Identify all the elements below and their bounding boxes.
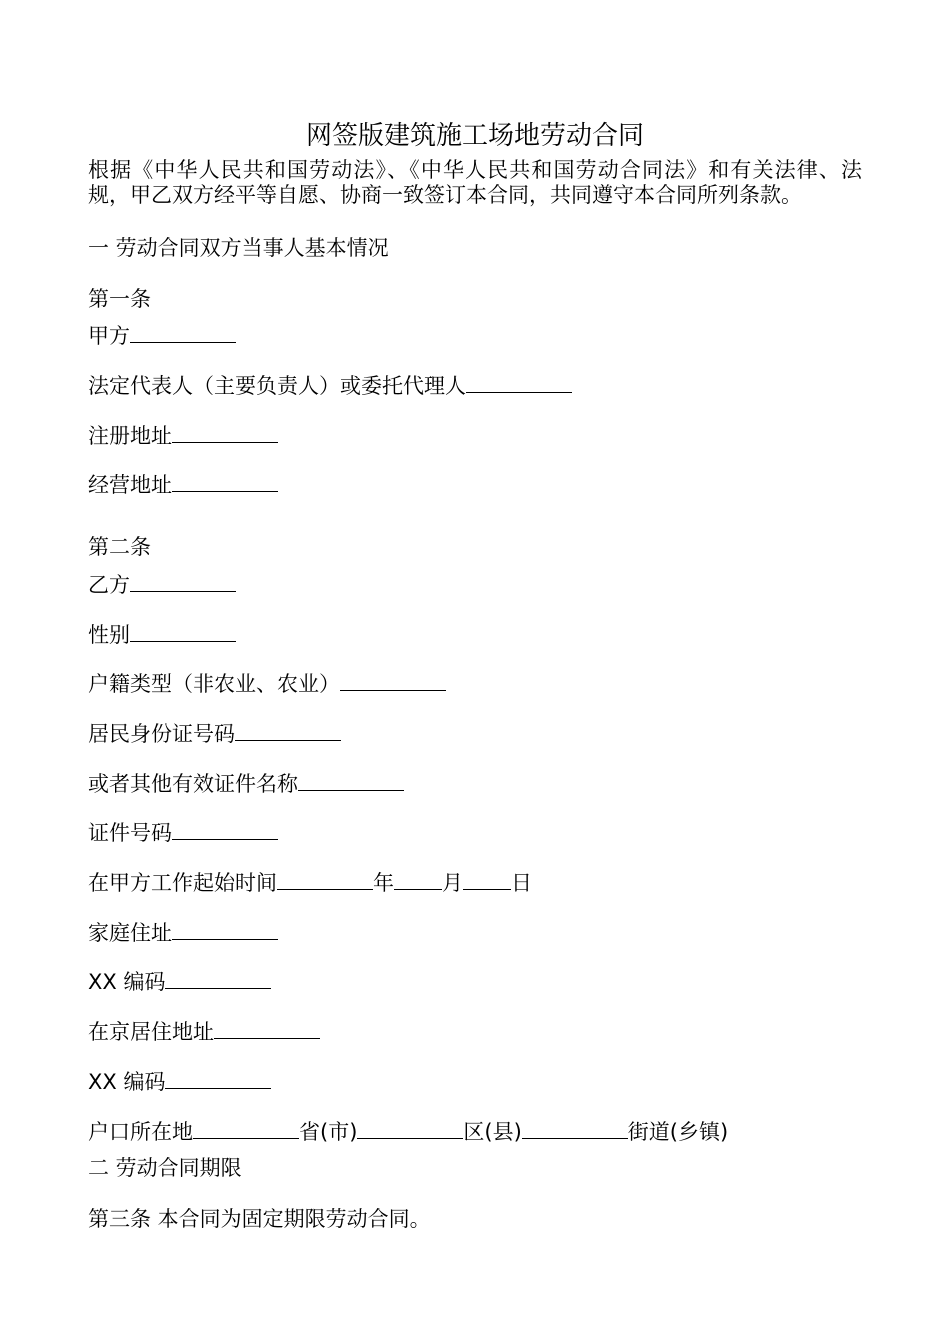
other-id-name-line (88, 768, 404, 799)
beijing-address-label: 在京居住地址 (88, 1020, 214, 1044)
household-type-line (88, 668, 446, 699)
hukou-label: 户口所在地 (88, 1120, 193, 1144)
party-a-label: 甲方 (88, 324, 130, 348)
postal-code-1-label: XX 编码 (88, 970, 166, 994)
province-label: 省(市) (299, 1120, 358, 1144)
street-label: 街道(乡镇) (627, 1120, 729, 1144)
legal-rep-blank[interactable] (466, 370, 572, 393)
other-id-name-label: 或者其他有效证件名称 (88, 772, 298, 796)
reg-address-blank[interactable] (172, 420, 278, 443)
household-type-label: 户籍类型（非农业、农业） (88, 672, 340, 696)
cert-number-line (88, 817, 278, 848)
start-year-blank[interactable] (277, 867, 373, 890)
intro-paragraph: 根据《中华人民共和国劳动法》、《中华人民共和国劳动合同法》和有关法律、法规，甲乙双方经平等自愿、协商一致签订本合同，共同遵守本合同所列条款。 (88, 158, 862, 207)
legal-rep-label: 法定代表人（主要负责人）或委托代理人 (88, 374, 466, 398)
section1-heading: 一 劳动合同双方当事人基本情况 (88, 236, 389, 260)
beijing-address-blank[interactable] (214, 1016, 320, 1039)
home-address-line (88, 917, 278, 948)
start-day-blank[interactable] (463, 867, 511, 890)
legal-rep-line (88, 370, 572, 401)
postal-code-1-blank[interactable] (165, 966, 271, 989)
article3-text: 第三条 本合同为固定期限劳动合同。 (88, 1207, 431, 1231)
gender-line (88, 619, 236, 650)
other-id-name-blank[interactable] (298, 768, 404, 791)
home-address-label: 家庭住址 (88, 921, 172, 945)
beijing-address-line (88, 1016, 320, 1047)
postal-code-1-line (88, 966, 271, 997)
id-number-line (88, 718, 341, 749)
section2-heading: 二 劳动合同期限 (88, 1156, 242, 1180)
start-time-label: 在甲方工作起始时间 (88, 871, 277, 895)
gender-label: 性别 (88, 623, 130, 647)
party-b-blank[interactable] (130, 569, 236, 592)
start-time-line (88, 867, 532, 898)
start-month-blank[interactable] (394, 867, 442, 890)
article1-heading: 第一条 (88, 287, 151, 311)
biz-address-line (88, 469, 278, 500)
party-a-blank[interactable] (130, 320, 236, 343)
biz-address-label: 经营地址 (88, 473, 172, 497)
reg-address-line (88, 420, 278, 451)
day-label: 日 (511, 871, 532, 895)
home-address-blank[interactable] (172, 917, 278, 940)
cert-number-blank[interactable] (172, 817, 278, 840)
household-type-blank[interactable] (340, 668, 446, 691)
hukou-street-blank[interactable] (522, 1116, 628, 1139)
district-label: 区(县) (463, 1120, 522, 1144)
postal-code-2-label: XX 编码 (88, 1070, 166, 1094)
month-label: 月 (442, 871, 463, 895)
hukou-line (88, 1116, 728, 1147)
id-number-blank[interactable] (235, 718, 341, 741)
gender-blank[interactable] (130, 619, 236, 642)
party-b-label: 乙方 (88, 573, 130, 597)
year-label: 年 (373, 871, 394, 895)
biz-address-blank[interactable] (172, 469, 278, 492)
document-title: 网签版建筑施工场地劳动合同 (305, 121, 644, 151)
postal-code-2-blank[interactable] (165, 1066, 271, 1089)
reg-address-label: 注册地址 (88, 424, 172, 448)
hukou-province-blank[interactable] (193, 1116, 299, 1139)
id-number-label: 居民身份证号码 (88, 722, 235, 746)
cert-number-label: 证件号码 (88, 821, 172, 845)
party-a-line (88, 320, 236, 351)
article2-heading: 第二条 (88, 535, 151, 559)
postal-code-2-line (88, 1066, 271, 1097)
hukou-district-blank[interactable] (357, 1116, 463, 1139)
party-b-line (88, 569, 236, 600)
